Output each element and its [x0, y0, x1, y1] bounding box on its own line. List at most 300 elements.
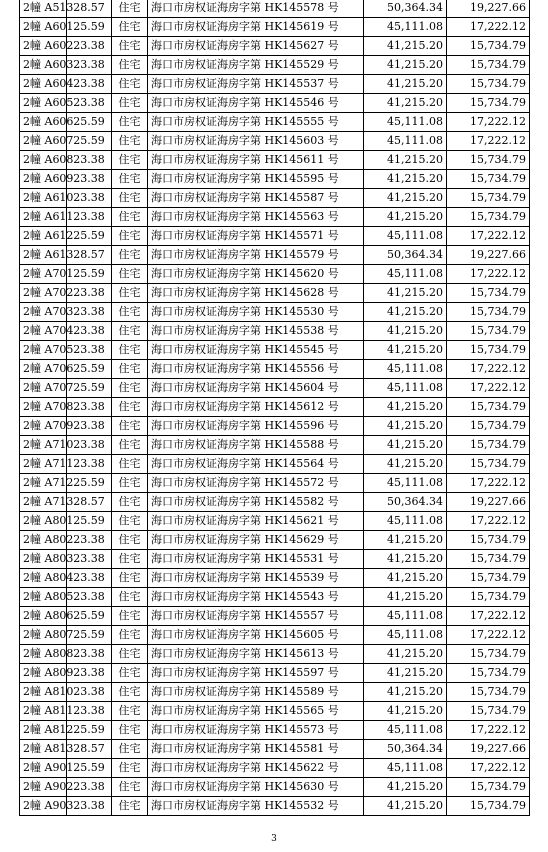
area-cell: 23.38 — [67, 398, 112, 417]
usage-cell: 住宅 — [112, 436, 148, 455]
total-price-cell: 41,215.20 — [364, 702, 447, 721]
total-price-cell: 45,111.08 — [364, 759, 447, 778]
usage-cell: 住宅 — [112, 37, 148, 56]
usage-cell: 住宅 — [112, 512, 148, 531]
unit-price-cell: 19,227.66 — [447, 0, 530, 18]
table-row — [20, 284, 530, 303]
area-cell: 23.38 — [67, 797, 112, 816]
unit-cell: 2幢 A809 — [20, 664, 67, 683]
table-row — [20, 75, 530, 94]
unit-price-cell: 17,222.12 — [447, 721, 530, 740]
total-price-cell: 45,111.08 — [364, 18, 447, 37]
certificate-cell: 海口市房权证海房字第 HK145537 号 — [148, 75, 364, 94]
unit-price-cell: 15,734.79 — [447, 37, 530, 56]
certificate-cell: 海口市房权证海房字第 HK145571 号 — [148, 227, 364, 246]
unit-cell: 2幢 A803 — [20, 550, 67, 569]
area-cell: 28.57 — [67, 0, 112, 18]
total-price-cell: 41,215.20 — [364, 170, 447, 189]
unit-price-cell: 17,222.12 — [447, 512, 530, 531]
certificate-cell: 海口市房权证海房字第 HK145603 号 — [148, 132, 364, 151]
usage-cell: 住宅 — [112, 303, 148, 322]
area-cell: 25.59 — [67, 379, 112, 398]
total-price-cell: 41,215.20 — [364, 436, 447, 455]
usage-cell: 住宅 — [112, 531, 148, 550]
total-price-cell: 45,111.08 — [364, 132, 447, 151]
certificate-cell: 海口市房权证海房字第 HK145622 号 — [148, 759, 364, 778]
area-cell: 23.38 — [67, 417, 112, 436]
area-cell: 23.38 — [67, 455, 112, 474]
usage-cell: 住宅 — [112, 740, 148, 759]
table-row — [20, 702, 530, 721]
unit-price-cell: 15,734.79 — [447, 683, 530, 702]
certificate-cell: 海口市房权证海房字第 HK145538 号 — [148, 322, 364, 341]
area-cell: 23.38 — [67, 341, 112, 360]
unit-price-cell: 15,734.79 — [447, 151, 530, 170]
table-row — [20, 797, 530, 816]
area-cell: 23.38 — [67, 702, 112, 721]
table-row — [20, 626, 530, 645]
unit-price-cell: 15,734.79 — [447, 94, 530, 113]
certificate-cell: 海口市房权证海房字第 HK145579 号 — [148, 246, 364, 265]
unit-cell: 2幢 A811 — [20, 702, 67, 721]
unit-cell: 2幢 A711 — [20, 455, 67, 474]
usage-cell: 住宅 — [112, 265, 148, 284]
unit-price-cell: 17,222.12 — [447, 265, 530, 284]
total-price-cell: 41,215.20 — [364, 208, 447, 227]
unit-price-cell: 17,222.12 — [447, 132, 530, 151]
area-cell: 23.38 — [67, 664, 112, 683]
table-row — [20, 531, 530, 550]
table-body — [20, 0, 530, 816]
table-row — [20, 37, 530, 56]
area-cell: 23.38 — [67, 645, 112, 664]
unit-price-cell: 17,222.12 — [447, 626, 530, 645]
unit-price-cell: 15,734.79 — [447, 303, 530, 322]
area-cell: 23.38 — [67, 208, 112, 227]
unit-cell: 2幢 A701 — [20, 265, 67, 284]
certificate-cell: 海口市房权证海房字第 HK145596 号 — [148, 417, 364, 436]
unit-cell: 2幢 A606 — [20, 113, 67, 132]
table-row — [20, 360, 530, 379]
certificate-cell: 海口市房权证海房字第 HK145532 号 — [148, 797, 364, 816]
usage-cell: 住宅 — [112, 455, 148, 474]
total-price-cell: 50,364.34 — [364, 740, 447, 759]
unit-price-cell: 15,734.79 — [447, 531, 530, 550]
total-price-cell: 41,215.20 — [364, 284, 447, 303]
certificate-cell: 海口市房权证海房字第 HK145563 号 — [148, 208, 364, 227]
area-cell: 23.38 — [67, 94, 112, 113]
unit-price-cell: 15,734.79 — [447, 208, 530, 227]
unit-price-cell: 15,734.79 — [447, 569, 530, 588]
unit-cell: 2幢 A805 — [20, 588, 67, 607]
table-row — [20, 740, 530, 759]
certificate-cell: 海口市房权证海房字第 HK145529 号 — [148, 56, 364, 75]
area-cell: 25.59 — [67, 607, 112, 626]
total-price-cell: 41,215.20 — [364, 322, 447, 341]
usage-cell: 住宅 — [112, 759, 148, 778]
area-cell: 23.38 — [67, 75, 112, 94]
unit-cell: 2幢 A903 — [20, 797, 67, 816]
certificate-cell: 海口市房权证海房字第 HK145546 号 — [148, 94, 364, 113]
unit-price-cell: 19,227.66 — [447, 493, 530, 512]
unit-price-cell: 17,222.12 — [447, 360, 530, 379]
certificate-cell: 海口市房权证海房字第 HK145628 号 — [148, 284, 364, 303]
table-row — [20, 0, 530, 18]
unit-price-cell: 15,734.79 — [447, 455, 530, 474]
total-price-cell: 45,111.08 — [364, 474, 447, 493]
table-row — [20, 94, 530, 113]
area-cell: 23.38 — [67, 436, 112, 455]
total-price-cell: 41,215.20 — [364, 94, 447, 113]
table-row — [20, 588, 530, 607]
certificate-cell: 海口市房权证海房字第 HK145587 号 — [148, 189, 364, 208]
usage-cell: 住宅 — [112, 474, 148, 493]
unit-cell: 2幢 A713 — [20, 493, 67, 512]
table-row — [20, 664, 530, 683]
unit-price-cell: 15,734.79 — [447, 797, 530, 816]
unit-cell: 2幢 A706 — [20, 360, 67, 379]
unit-cell: 2幢 A609 — [20, 170, 67, 189]
unit-cell: 2幢 A812 — [20, 721, 67, 740]
unit-price-cell: 17,222.12 — [447, 227, 530, 246]
unit-cell: 2幢 A902 — [20, 778, 67, 797]
area-cell: 23.38 — [67, 778, 112, 797]
usage-cell: 住宅 — [112, 607, 148, 626]
unit-price-cell: 15,734.79 — [447, 588, 530, 607]
area-cell: 25.59 — [67, 626, 112, 645]
area-cell: 23.38 — [67, 588, 112, 607]
usage-cell: 住宅 — [112, 664, 148, 683]
area-cell: 28.57 — [67, 493, 112, 512]
total-price-cell: 41,215.20 — [364, 645, 447, 664]
area-cell: 25.59 — [67, 227, 112, 246]
certificate-cell: 海口市房权证海房字第 HK145613 号 — [148, 645, 364, 664]
unit-price-cell: 15,734.79 — [447, 284, 530, 303]
unit-cell: 2幢 A810 — [20, 683, 67, 702]
unit-price-cell: 17,222.12 — [447, 474, 530, 493]
total-price-cell: 45,111.08 — [364, 626, 447, 645]
certificate-cell: 海口市房权证海房字第 HK145630 号 — [148, 778, 364, 797]
total-price-cell: 41,215.20 — [364, 550, 447, 569]
unit-cell: 2幢 A703 — [20, 303, 67, 322]
unit-price-cell: 15,734.79 — [447, 56, 530, 75]
certificate-cell: 海口市房权证海房字第 HK145595 号 — [148, 170, 364, 189]
unit-price-cell: 15,734.79 — [447, 189, 530, 208]
certificate-cell: 海口市房权证海房字第 HK145582 号 — [148, 493, 364, 512]
unit-price-cell: 15,734.79 — [447, 645, 530, 664]
unit-price-cell: 15,734.79 — [447, 75, 530, 94]
certificate-cell: 海口市房权证海房字第 HK145627 号 — [148, 37, 364, 56]
usage-cell: 住宅 — [112, 341, 148, 360]
usage-cell: 住宅 — [112, 417, 148, 436]
unit-cell: 2幢 A612 — [20, 227, 67, 246]
total-price-cell: 41,215.20 — [364, 569, 447, 588]
usage-cell: 住宅 — [112, 588, 148, 607]
total-price-cell: 41,215.20 — [364, 664, 447, 683]
area-cell: 23.38 — [67, 303, 112, 322]
table-row — [20, 417, 530, 436]
unit-cell: 2幢 A513 — [20, 0, 67, 18]
page-number: 3 — [271, 834, 277, 844]
table-row — [20, 170, 530, 189]
area-cell: 23.38 — [67, 170, 112, 189]
total-price-cell: 41,215.20 — [364, 398, 447, 417]
table-row — [20, 721, 530, 740]
total-price-cell: 45,111.08 — [364, 113, 447, 132]
total-price-cell: 45,111.08 — [364, 607, 447, 626]
usage-cell: 住宅 — [112, 569, 148, 588]
usage-cell: 住宅 — [112, 702, 148, 721]
usage-cell: 住宅 — [112, 0, 148, 18]
usage-cell: 住宅 — [112, 721, 148, 740]
area-cell: 23.38 — [67, 284, 112, 303]
usage-cell: 住宅 — [112, 18, 148, 37]
unit-price-cell: 17,222.12 — [447, 113, 530, 132]
total-price-cell: 41,215.20 — [364, 303, 447, 322]
certificate-cell: 海口市房权证海房字第 HK145564 号 — [148, 455, 364, 474]
unit-price-cell: 15,734.79 — [447, 170, 530, 189]
certificate-cell: 海口市房权证海房字第 HK145589 号 — [148, 683, 364, 702]
usage-cell: 住宅 — [112, 360, 148, 379]
total-price-cell: 45,111.08 — [364, 721, 447, 740]
table-row — [20, 645, 530, 664]
total-price-cell: 41,215.20 — [364, 588, 447, 607]
unit-cell: 2幢 A806 — [20, 607, 67, 626]
certificate-cell: 海口市房权证海房字第 HK145611 号 — [148, 151, 364, 170]
usage-cell: 住宅 — [112, 550, 148, 569]
certificate-cell: 海口市房权证海房字第 HK145543 号 — [148, 588, 364, 607]
unit-cell: 2幢 A802 — [20, 531, 67, 550]
area-cell: 25.59 — [67, 474, 112, 493]
area-cell: 28.57 — [67, 740, 112, 759]
area-cell: 25.59 — [67, 512, 112, 531]
unit-cell: 2幢 A808 — [20, 645, 67, 664]
certificate-cell: 海口市房权证海房字第 HK145612 号 — [148, 398, 364, 417]
certificate-cell: 海口市房权证海房字第 HK145545 号 — [148, 341, 364, 360]
table-row — [20, 113, 530, 132]
table-row — [20, 398, 530, 417]
certificate-cell: 海口市房权证海房字第 HK145597 号 — [148, 664, 364, 683]
certificate-cell: 海口市房权证海房字第 HK145555 号 — [148, 113, 364, 132]
usage-cell: 住宅 — [112, 75, 148, 94]
usage-cell: 住宅 — [112, 398, 148, 417]
unit-cell: 2幢 A604 — [20, 75, 67, 94]
certificate-cell: 海口市房权证海房字第 HK145557 号 — [148, 607, 364, 626]
area-cell: 23.38 — [67, 322, 112, 341]
table-row — [20, 227, 530, 246]
unit-cell: 2幢 A708 — [20, 398, 67, 417]
table-row — [20, 474, 530, 493]
usage-cell: 住宅 — [112, 683, 148, 702]
usage-cell: 住宅 — [112, 284, 148, 303]
unit-cell: 2幢 A712 — [20, 474, 67, 493]
certificate-cell: 海口市房权证海房字第 HK145604 号 — [148, 379, 364, 398]
table-row — [20, 436, 530, 455]
unit-cell: 2幢 A613 — [20, 246, 67, 265]
total-price-cell: 41,215.20 — [364, 189, 447, 208]
table-row — [20, 246, 530, 265]
area-cell: 25.59 — [67, 18, 112, 37]
usage-cell: 住宅 — [112, 645, 148, 664]
total-price-cell: 41,215.20 — [364, 56, 447, 75]
total-price-cell: 41,215.20 — [364, 37, 447, 56]
usage-cell: 住宅 — [112, 151, 148, 170]
unit-cell: 2幢 A813 — [20, 740, 67, 759]
certificate-cell: 海口市房权证海房字第 HK145556 号 — [148, 360, 364, 379]
area-cell: 25.59 — [67, 721, 112, 740]
unit-cell: 2幢 A801 — [20, 512, 67, 531]
unit-cell: 2幢 A603 — [20, 56, 67, 75]
total-price-cell: 41,215.20 — [364, 778, 447, 797]
unit-cell: 2幢 A710 — [20, 436, 67, 455]
total-price-cell: 50,364.34 — [364, 493, 447, 512]
unit-cell: 2幢 A610 — [20, 189, 67, 208]
total-price-cell: 45,111.08 — [364, 360, 447, 379]
unit-cell: 2幢 A704 — [20, 322, 67, 341]
area-cell: 23.38 — [67, 151, 112, 170]
total-price-cell: 45,111.08 — [364, 227, 447, 246]
table-row — [20, 322, 530, 341]
table-row — [20, 778, 530, 797]
total-price-cell: 41,215.20 — [364, 341, 447, 360]
table-row — [20, 512, 530, 531]
total-price-cell: 41,215.20 — [364, 455, 447, 474]
usage-cell: 住宅 — [112, 189, 148, 208]
table-row — [20, 265, 530, 284]
total-price-cell: 41,215.20 — [364, 683, 447, 702]
unit-price-cell: 15,734.79 — [447, 664, 530, 683]
area-cell: 23.38 — [67, 189, 112, 208]
total-price-cell: 45,111.08 — [364, 512, 447, 531]
unit-price-cell: 15,734.79 — [447, 341, 530, 360]
total-price-cell: 45,111.08 — [364, 265, 447, 284]
total-price-cell: 50,364.34 — [364, 246, 447, 265]
unit-cell: 2幢 A602 — [20, 37, 67, 56]
table-row — [20, 683, 530, 702]
property-table — [19, 0, 530, 816]
table-row — [20, 208, 530, 227]
unit-cell: 2幢 A804 — [20, 569, 67, 588]
table-row — [20, 455, 530, 474]
unit-cell: 2幢 A705 — [20, 341, 67, 360]
unit-cell: 2幢 A901 — [20, 759, 67, 778]
unit-price-cell: 15,734.79 — [447, 778, 530, 797]
total-price-cell: 41,215.20 — [364, 75, 447, 94]
table-row — [20, 493, 530, 512]
usage-cell: 住宅 — [112, 626, 148, 645]
table-row — [20, 341, 530, 360]
certificate-cell: 海口市房权证海房字第 HK145619 号 — [148, 18, 364, 37]
total-price-cell: 41,215.20 — [364, 797, 447, 816]
total-price-cell: 50,364.34 — [364, 0, 447, 18]
table-row — [20, 379, 530, 398]
unit-cell: 2幢 A702 — [20, 284, 67, 303]
table-row — [20, 132, 530, 151]
usage-cell: 住宅 — [112, 797, 148, 816]
area-cell: 23.38 — [67, 56, 112, 75]
area-cell: 25.59 — [67, 759, 112, 778]
certificate-cell: 海口市房权证海房字第 HK145629 号 — [148, 531, 364, 550]
usage-cell: 住宅 — [112, 322, 148, 341]
usage-cell: 住宅 — [112, 246, 148, 265]
area-cell: 25.59 — [67, 113, 112, 132]
certificate-cell: 海口市房权证海房字第 HK145572 号 — [148, 474, 364, 493]
area-cell: 25.59 — [67, 265, 112, 284]
total-price-cell: 41,215.20 — [364, 531, 447, 550]
area-cell: 23.38 — [67, 550, 112, 569]
unit-price-cell: 15,734.79 — [447, 550, 530, 569]
unit-price-cell: 17,222.12 — [447, 607, 530, 626]
unit-price-cell: 17,222.12 — [447, 759, 530, 778]
table-row — [20, 151, 530, 170]
unit-price-cell: 15,734.79 — [447, 398, 530, 417]
unit-price-cell: 15,734.79 — [447, 322, 530, 341]
area-cell: 23.38 — [67, 531, 112, 550]
unit-price-cell: 15,734.79 — [447, 702, 530, 721]
table-row — [20, 189, 530, 208]
usage-cell: 住宅 — [112, 170, 148, 189]
total-price-cell: 45,111.08 — [364, 379, 447, 398]
unit-price-cell: 19,227.66 — [447, 740, 530, 759]
table-row — [20, 569, 530, 588]
certificate-cell: 海口市房权证海房字第 HK145621 号 — [148, 512, 364, 531]
certificate-cell: 海口市房权证海房字第 HK145620 号 — [148, 265, 364, 284]
usage-cell: 住宅 — [112, 208, 148, 227]
certificate-cell: 海口市房权证海房字第 HK145565 号 — [148, 702, 364, 721]
usage-cell: 住宅 — [112, 56, 148, 75]
table-row — [20, 56, 530, 75]
unit-price-cell: 15,734.79 — [447, 436, 530, 455]
unit-cell: 2幢 A709 — [20, 417, 67, 436]
usage-cell: 住宅 — [112, 227, 148, 246]
usage-cell: 住宅 — [112, 379, 148, 398]
area-cell: 23.38 — [67, 37, 112, 56]
usage-cell: 住宅 — [112, 94, 148, 113]
usage-cell: 住宅 — [112, 778, 148, 797]
unit-price-cell: 15,734.79 — [447, 417, 530, 436]
certificate-cell: 海口市房权证海房字第 HK145588 号 — [148, 436, 364, 455]
area-cell: 28.57 — [67, 246, 112, 265]
usage-cell: 住宅 — [112, 493, 148, 512]
unit-cell: 2幢 A807 — [20, 626, 67, 645]
table-row — [20, 303, 530, 322]
certificate-cell: 海口市房权证海房字第 HK145581 号 — [148, 740, 364, 759]
usage-cell: 住宅 — [112, 113, 148, 132]
certificate-cell: 海口市房权证海房字第 HK145530 号 — [148, 303, 364, 322]
unit-price-cell: 19,227.66 — [447, 246, 530, 265]
unit-cell: 2幢 A605 — [20, 94, 67, 113]
area-cell: 23.38 — [67, 683, 112, 702]
area-cell: 23.38 — [67, 569, 112, 588]
certificate-cell: 海口市房权证海房字第 HK145605 号 — [148, 626, 364, 645]
unit-cell: 2幢 A601 — [20, 18, 67, 37]
table-row — [20, 759, 530, 778]
total-price-cell: 41,215.20 — [364, 151, 447, 170]
certificate-cell: 海口市房权证海房字第 HK145578 号 — [148, 0, 364, 18]
unit-price-cell: 17,222.12 — [447, 18, 530, 37]
table-row — [20, 18, 530, 37]
total-price-cell: 41,215.20 — [364, 417, 447, 436]
certificate-cell: 海口市房权证海房字第 HK145539 号 — [148, 569, 364, 588]
table-row — [20, 607, 530, 626]
area-cell: 25.59 — [67, 360, 112, 379]
certificate-cell: 海口市房权证海房字第 HK145531 号 — [148, 550, 364, 569]
unit-cell: 2幢 A607 — [20, 132, 67, 151]
table-row — [20, 550, 530, 569]
unit-cell: 2幢 A707 — [20, 379, 67, 398]
unit-cell: 2幢 A608 — [20, 151, 67, 170]
unit-price-cell: 17,222.12 — [447, 379, 530, 398]
